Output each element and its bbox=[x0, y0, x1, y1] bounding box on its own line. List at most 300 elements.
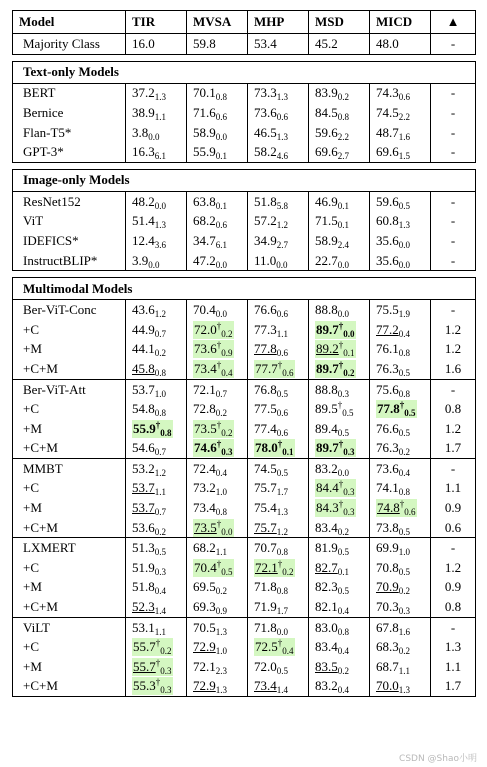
metric-cell: 53.4 bbox=[248, 34, 309, 55]
metric-value bbox=[315, 658, 349, 676]
mean-value: 69.6 bbox=[376, 144, 399, 160]
metric-cell bbox=[187, 300, 248, 320]
metric-cell bbox=[187, 578, 248, 598]
std-value: 0.6 bbox=[276, 408, 288, 419]
metric-cell bbox=[126, 538, 187, 558]
metric-value bbox=[254, 658, 288, 676]
metric-value bbox=[193, 539, 227, 557]
metric-cell bbox=[309, 578, 370, 598]
metric-value bbox=[254, 143, 288, 161]
metric-value bbox=[315, 460, 349, 478]
metric-cell bbox=[370, 83, 431, 103]
mean-value: 51.3 bbox=[132, 540, 155, 556]
mean-value: 58.2 bbox=[254, 144, 277, 160]
metric-cell bbox=[370, 340, 431, 360]
metric-value bbox=[193, 439, 234, 457]
std-value: 0.5 bbox=[221, 566, 233, 577]
significance-dagger: † bbox=[277, 439, 283, 450]
mean-value: 68.3 bbox=[376, 639, 399, 655]
metric-value bbox=[376, 539, 410, 557]
std-value: 0.0 bbox=[154, 200, 166, 211]
metric-value bbox=[376, 439, 410, 457]
metric-cell bbox=[248, 251, 309, 271]
mean-value: 74.1 bbox=[376, 480, 399, 496]
metric-value bbox=[315, 420, 349, 438]
std-value: 0.8 bbox=[154, 367, 166, 378]
metric-cell bbox=[309, 399, 370, 419]
std-value: 0.0 bbox=[337, 309, 349, 320]
model-name: +M bbox=[13, 340, 126, 360]
mean-value: 73.8 bbox=[376, 519, 399, 535]
std-value: 1.3 bbox=[276, 92, 288, 103]
mean-value: 35.6 bbox=[376, 232, 399, 248]
std-value: 1.3 bbox=[215, 685, 227, 696]
model-name: Majority Class bbox=[13, 34, 126, 55]
metric-value bbox=[376, 658, 410, 676]
mean-value: 75.7 bbox=[254, 480, 277, 496]
std-value: 0.5 bbox=[337, 547, 349, 558]
model-name: +C bbox=[13, 320, 126, 340]
std-value: 1.3 bbox=[215, 626, 227, 637]
std-value: 0.3 bbox=[343, 447, 355, 458]
model-name: ViLT bbox=[13, 617, 126, 637]
mean-value: 68.7 bbox=[376, 658, 399, 674]
std-value: 0.2 bbox=[398, 447, 410, 458]
metric-value bbox=[315, 598, 349, 616]
metric-value bbox=[132, 420, 173, 438]
metric-cell bbox=[248, 320, 309, 340]
metric-value bbox=[193, 658, 227, 676]
metric-cell bbox=[187, 637, 248, 657]
metric-cell bbox=[248, 103, 309, 123]
std-value: 2.4 bbox=[337, 239, 349, 250]
std-value: 2.2 bbox=[398, 111, 410, 122]
std-value: 6.1 bbox=[154, 151, 166, 162]
mean-value: 82.7 bbox=[315, 559, 338, 575]
std-value: 1.3 bbox=[154, 220, 166, 231]
std-value: 1.7 bbox=[276, 487, 288, 498]
metric-value bbox=[376, 499, 417, 517]
metric-value bbox=[132, 381, 166, 399]
std-value: 0.7 bbox=[215, 388, 227, 399]
mean-value: 83.9 bbox=[315, 85, 338, 101]
std-value: 1.1 bbox=[154, 487, 166, 498]
metric-cell bbox=[370, 359, 431, 379]
metric-cell bbox=[309, 320, 370, 340]
metric-value bbox=[132, 539, 166, 557]
std-value: 1.5 bbox=[398, 151, 410, 162]
table-row bbox=[13, 340, 476, 360]
mean-value: 84.5 bbox=[315, 104, 338, 120]
delta-cell: - bbox=[431, 103, 476, 123]
metric-value bbox=[193, 252, 227, 270]
std-value: 1.3 bbox=[398, 685, 410, 696]
metric-cell bbox=[370, 231, 431, 251]
metric-value bbox=[193, 381, 227, 399]
mean-value: 76.8 bbox=[254, 381, 277, 397]
model-name: ResNet152 bbox=[13, 191, 126, 211]
std-value: 0.2 bbox=[398, 586, 410, 597]
metric-cell bbox=[370, 212, 431, 232]
model-name: BERT bbox=[13, 83, 126, 103]
metric-value bbox=[254, 479, 288, 497]
metric-cell bbox=[126, 320, 187, 340]
metric-value bbox=[193, 360, 234, 378]
section-title: Multimodal Models bbox=[13, 278, 476, 300]
metric-value bbox=[254, 232, 288, 250]
std-value: 0.5 bbox=[398, 526, 410, 537]
std-value: 1.6 bbox=[398, 626, 410, 637]
metric-value bbox=[254, 340, 288, 358]
std-value: 0.6 bbox=[215, 220, 227, 231]
std-value: 0.0 bbox=[337, 467, 349, 478]
metric-value bbox=[254, 619, 288, 637]
mean-value: 88.8 bbox=[315, 381, 338, 397]
delta-cell: - bbox=[431, 300, 476, 320]
significance-dagger: † bbox=[216, 439, 222, 450]
model-name: +C bbox=[13, 479, 126, 499]
metric-cell bbox=[248, 83, 309, 103]
section-spacer bbox=[13, 54, 476, 61]
metric-cell bbox=[126, 103, 187, 123]
metric-value bbox=[376, 193, 410, 211]
std-value: 0.8 bbox=[276, 547, 288, 558]
model-name: +M bbox=[13, 419, 126, 439]
mean-value: 83.2 bbox=[315, 460, 338, 476]
mean-value: 68.2 bbox=[193, 213, 216, 229]
delta-cell: - bbox=[431, 142, 476, 162]
metric-cell bbox=[187, 498, 248, 518]
model-name: +M bbox=[13, 498, 126, 518]
mean-value: 77.4 bbox=[254, 420, 277, 436]
std-value: 1.2 bbox=[276, 526, 288, 537]
metric-cell bbox=[187, 212, 248, 232]
metric-cell bbox=[370, 479, 431, 499]
metric-value bbox=[376, 619, 410, 637]
mean-value: 74.3 bbox=[376, 85, 399, 101]
std-value: 1.7 bbox=[276, 606, 288, 617]
std-value: 0.5 bbox=[398, 200, 410, 211]
metric-value bbox=[254, 84, 288, 102]
mean-value: 67.8 bbox=[376, 619, 399, 635]
metric-value bbox=[315, 539, 349, 557]
mean-value: 76.1 bbox=[376, 341, 399, 357]
metric-value bbox=[254, 124, 288, 142]
mean-value: 34.7 bbox=[193, 232, 216, 248]
metric-value bbox=[132, 301, 166, 319]
mean-value: 77.8 bbox=[254, 341, 277, 357]
metric-value bbox=[376, 321, 410, 339]
significance-dagger: † bbox=[155, 657, 161, 668]
significance-dagger: † bbox=[216, 340, 222, 351]
std-value: 0.1 bbox=[282, 447, 294, 458]
table-row bbox=[13, 479, 476, 499]
metric-cell bbox=[370, 578, 431, 598]
delta-cell: 1.6 bbox=[431, 359, 476, 379]
metric-cell bbox=[187, 123, 248, 143]
std-value: 4.6 bbox=[276, 151, 288, 162]
metric-value bbox=[193, 619, 227, 637]
mean-value: 83.2 bbox=[315, 678, 338, 694]
metric-cell bbox=[248, 191, 309, 211]
std-value: 0.8 bbox=[154, 408, 166, 419]
metric-cell bbox=[370, 379, 431, 399]
model-name: LXMERT bbox=[13, 538, 126, 558]
metric-value bbox=[254, 321, 288, 339]
std-value: 0.4 bbox=[337, 685, 349, 696]
mean-value: 46.5 bbox=[254, 124, 277, 140]
mean-value: 59.6 bbox=[376, 193, 399, 209]
metric-cell bbox=[187, 231, 248, 251]
metric-cell bbox=[126, 518, 187, 538]
mean-value: 52.3 bbox=[132, 599, 155, 615]
std-value: 1.9 bbox=[398, 309, 410, 320]
section-title: Text-only Models bbox=[13, 61, 476, 83]
model-name: +C+M bbox=[13, 359, 126, 379]
metric-value bbox=[315, 124, 349, 142]
metric-cell bbox=[309, 359, 370, 379]
metric-cell bbox=[370, 538, 431, 558]
delta-cell: 0.8 bbox=[431, 597, 476, 617]
std-value: 1.1 bbox=[154, 626, 166, 637]
metric-cell bbox=[370, 191, 431, 211]
std-value: 0.1 bbox=[337, 220, 349, 231]
model-name: +C+M bbox=[13, 677, 126, 697]
std-value: 0.0 bbox=[221, 526, 233, 537]
mean-value: 88.8 bbox=[315, 302, 338, 318]
std-value: 0.1 bbox=[215, 200, 227, 211]
metric-value bbox=[193, 460, 227, 478]
std-value: 3.6 bbox=[154, 239, 166, 250]
mean-value: 70.4 bbox=[194, 559, 217, 575]
mean-value: 54.8 bbox=[132, 401, 155, 417]
mean-value: 3.9 bbox=[132, 252, 149, 268]
section-spacer bbox=[13, 162, 476, 169]
metric-value bbox=[376, 143, 410, 161]
metric-value bbox=[193, 400, 227, 418]
table-row bbox=[13, 558, 476, 578]
metric-value bbox=[193, 340, 234, 358]
std-value: 0.6 bbox=[276, 111, 288, 122]
mean-value: 71.8 bbox=[254, 619, 277, 635]
std-value: 0.7 bbox=[154, 507, 166, 518]
delta-cell: - bbox=[431, 251, 476, 271]
mean-value: 72.5 bbox=[255, 639, 278, 655]
mean-value: 47.2 bbox=[193, 252, 216, 268]
std-value: 0.3 bbox=[160, 685, 172, 696]
metric-cell bbox=[187, 340, 248, 360]
section-header bbox=[13, 61, 476, 83]
metric-value bbox=[376, 124, 410, 142]
delta-cell: 1.1 bbox=[431, 657, 476, 677]
std-value: 0.2 bbox=[221, 427, 233, 438]
column-header: MHP bbox=[248, 11, 309, 34]
std-value: 1.3 bbox=[276, 507, 288, 518]
metric-value bbox=[193, 84, 227, 102]
metric-value bbox=[254, 559, 295, 577]
column-header: MVSA bbox=[187, 11, 248, 34]
model-name: Ber-ViT-Conc bbox=[13, 300, 126, 320]
mean-value: 72.9 bbox=[193, 678, 216, 694]
metric-value bbox=[315, 499, 356, 517]
metric-cell bbox=[248, 399, 309, 419]
metric-cell bbox=[370, 617, 431, 637]
metric-value bbox=[193, 559, 234, 577]
table-row bbox=[13, 359, 476, 379]
std-value: 0.6 bbox=[276, 309, 288, 320]
mean-value: 44.9 bbox=[132, 321, 155, 337]
mean-value: 76.3 bbox=[376, 360, 399, 376]
std-value: 0.9 bbox=[221, 348, 233, 359]
metric-cell bbox=[126, 251, 187, 271]
metric-cell bbox=[370, 251, 431, 271]
model-name: +C+M bbox=[13, 518, 126, 538]
table-row bbox=[13, 518, 476, 538]
mean-value: 73.2 bbox=[193, 480, 216, 496]
model-name: IDEFICS* bbox=[13, 231, 126, 251]
metric-value bbox=[254, 638, 295, 656]
metric-cell bbox=[309, 439, 370, 459]
mean-value: 43.6 bbox=[132, 302, 155, 318]
results-table bbox=[12, 10, 476, 697]
metric-value bbox=[254, 439, 295, 457]
model-name: Ber-ViT-Att bbox=[13, 379, 126, 399]
metric-value bbox=[315, 578, 349, 596]
metric-value bbox=[315, 193, 349, 211]
model-name: +M bbox=[13, 657, 126, 677]
mean-value: 69.5 bbox=[193, 579, 216, 595]
metric-value bbox=[254, 193, 288, 211]
std-value: 1.2 bbox=[154, 467, 166, 478]
metric-cell bbox=[187, 359, 248, 379]
metric-value bbox=[376, 479, 410, 497]
mean-value: 38.9 bbox=[132, 104, 155, 120]
table-row bbox=[13, 538, 476, 558]
table-row bbox=[13, 439, 476, 459]
metric-value bbox=[132, 578, 166, 596]
significance-dagger: † bbox=[216, 558, 222, 569]
model-name: +C bbox=[13, 637, 126, 657]
metric-cell bbox=[248, 123, 309, 143]
metric-value bbox=[132, 321, 166, 339]
table-row bbox=[13, 142, 476, 162]
mean-value: 89.7 bbox=[316, 440, 339, 456]
std-value: 0.5 bbox=[154, 547, 166, 558]
std-value: 1.1 bbox=[276, 328, 288, 339]
metric-value bbox=[254, 519, 288, 537]
mean-value: 75.4 bbox=[254, 500, 277, 516]
metric-value bbox=[132, 638, 173, 656]
metric-cell bbox=[248, 231, 309, 251]
std-value: 0.8 bbox=[215, 92, 227, 103]
delta-cell: - bbox=[431, 538, 476, 558]
metric-cell bbox=[370, 459, 431, 479]
mean-value: 73.4 bbox=[193, 500, 216, 516]
mean-value: 70.1 bbox=[193, 85, 216, 101]
metric-value bbox=[376, 420, 410, 438]
mean-value: 51.8 bbox=[132, 579, 155, 595]
mean-value: 83.0 bbox=[315, 619, 338, 635]
mean-value: 45.8 bbox=[132, 360, 155, 376]
table-row bbox=[13, 637, 476, 657]
metric-cell bbox=[126, 657, 187, 677]
metric-cell bbox=[309, 212, 370, 232]
mean-value: 72.1 bbox=[255, 559, 278, 575]
mean-value: 72.1 bbox=[193, 658, 216, 674]
mean-value: 37.2 bbox=[132, 85, 155, 101]
mean-value: 71.5 bbox=[315, 213, 338, 229]
significance-dagger: † bbox=[277, 558, 283, 569]
metric-value bbox=[254, 104, 288, 122]
significance-dagger: † bbox=[277, 638, 283, 649]
mean-value: 3.8 bbox=[132, 124, 149, 140]
mean-value: 75.7 bbox=[254, 519, 277, 535]
metric-cell bbox=[248, 597, 309, 617]
std-value: 1.1 bbox=[154, 111, 166, 122]
mean-value: 76.6 bbox=[376, 420, 399, 436]
significance-dagger: † bbox=[338, 499, 344, 510]
mean-value: 70.3 bbox=[376, 599, 399, 615]
metric-cell bbox=[309, 597, 370, 617]
metric-value bbox=[376, 232, 410, 250]
std-value: 1.3 bbox=[398, 220, 410, 231]
table-row bbox=[13, 399, 476, 419]
std-value: 1.0 bbox=[215, 487, 227, 498]
metric-cell bbox=[309, 538, 370, 558]
std-value: 0.5 bbox=[398, 367, 410, 378]
metric-cell bbox=[248, 657, 309, 677]
std-value: 0.0 bbox=[398, 239, 410, 250]
metric-cell: 59.8 bbox=[187, 34, 248, 55]
delta-cell: - bbox=[431, 191, 476, 211]
std-value: 0.5 bbox=[276, 665, 288, 676]
header-row bbox=[13, 11, 476, 34]
section-header bbox=[13, 169, 476, 191]
metric-cell bbox=[187, 459, 248, 479]
std-value: 0.8 bbox=[398, 348, 410, 359]
metric-value bbox=[254, 212, 288, 230]
metric-value bbox=[254, 578, 288, 596]
mean-value: 72.4 bbox=[193, 460, 216, 476]
delta-cell: - bbox=[431, 34, 476, 55]
metric-value bbox=[193, 301, 227, 319]
metric-value bbox=[315, 360, 356, 378]
metric-cell bbox=[309, 657, 370, 677]
metric-cell bbox=[248, 617, 309, 637]
metric-value bbox=[315, 252, 349, 270]
delta-cell: 1.7 bbox=[431, 677, 476, 697]
mean-value: 75.5 bbox=[376, 302, 399, 318]
model-name: ViT bbox=[13, 212, 126, 232]
mean-value: 73.6 bbox=[376, 460, 399, 476]
metric-cell bbox=[370, 142, 431, 162]
metric-value bbox=[315, 519, 349, 537]
mean-value: 71.6 bbox=[193, 104, 216, 120]
metric-value bbox=[193, 143, 227, 161]
mean-value: 44.1 bbox=[132, 341, 155, 357]
metric-cell bbox=[370, 597, 431, 617]
metric-value bbox=[315, 232, 349, 250]
metric-cell bbox=[309, 340, 370, 360]
mean-value: 72.9 bbox=[193, 639, 216, 655]
std-value: 0.2 bbox=[337, 92, 349, 103]
metric-cell bbox=[187, 320, 248, 340]
std-value: 0.8 bbox=[337, 626, 349, 637]
metric-value bbox=[315, 559, 349, 577]
metric-cell bbox=[126, 231, 187, 251]
std-value: 0.5 bbox=[404, 408, 416, 419]
metric-cell bbox=[187, 677, 248, 697]
